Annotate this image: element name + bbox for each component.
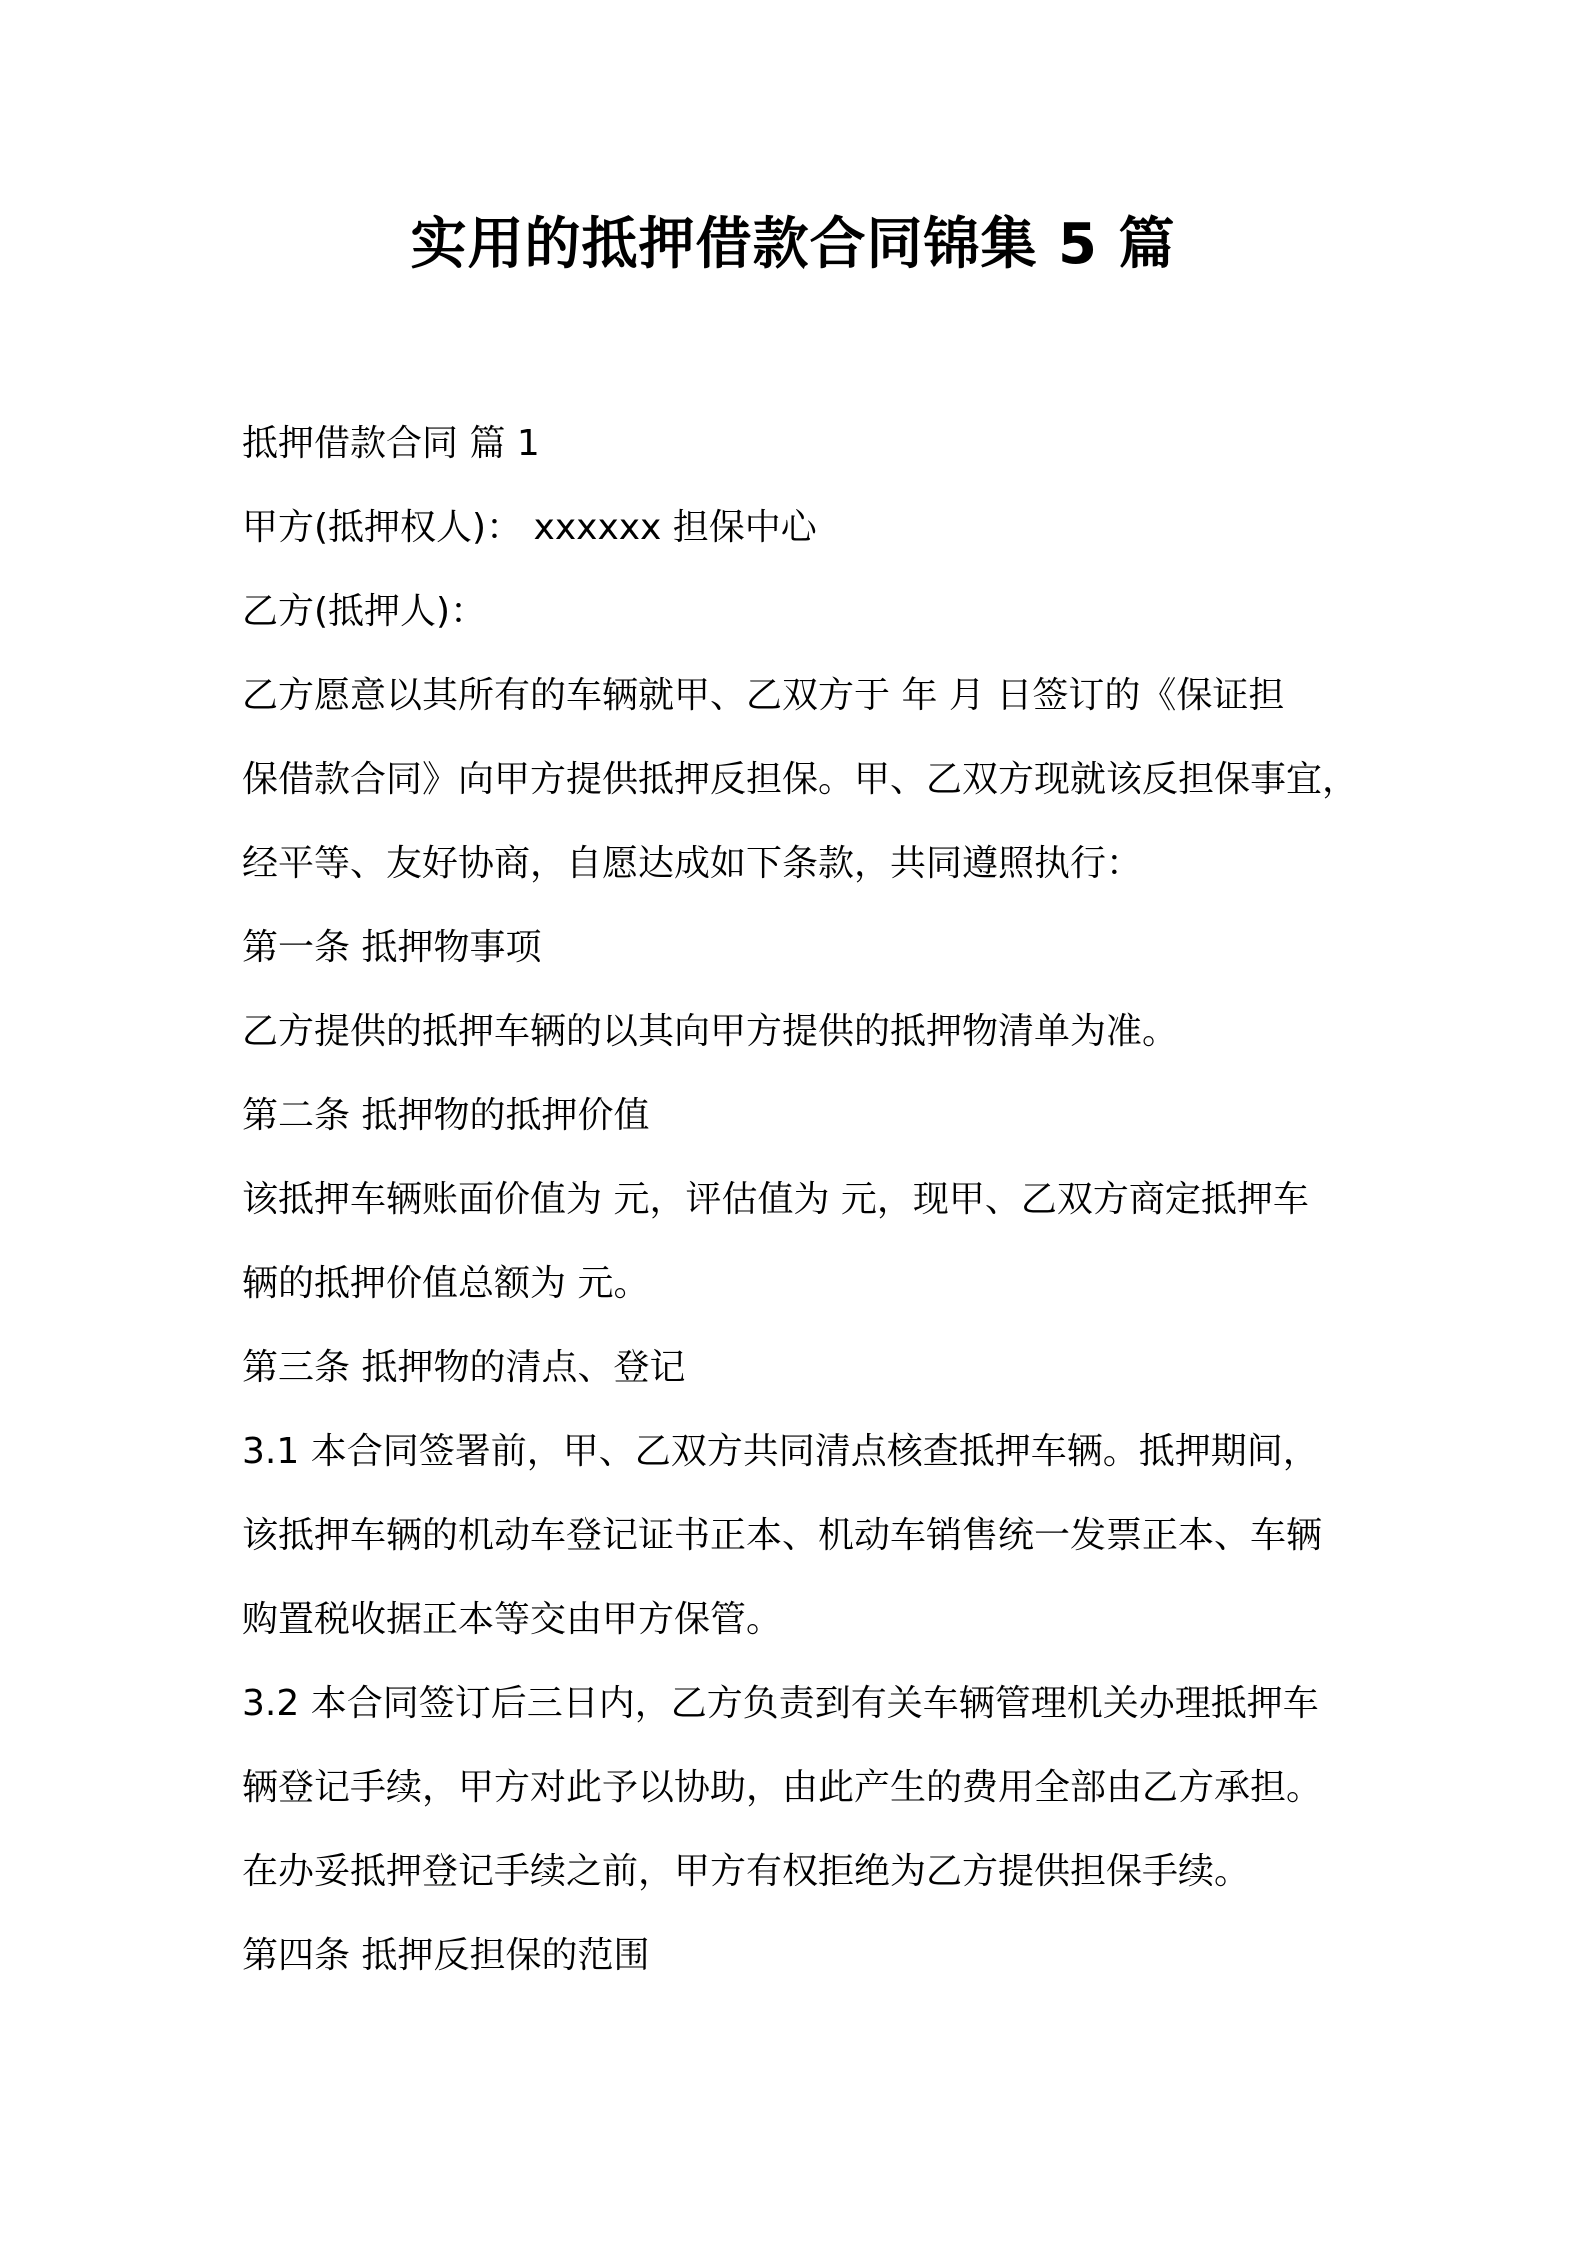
article-4-heading: 第四条 抵押反担保的范围 [242,1935,650,1976]
article-1-heading: 第一条 抵押物事项 [242,927,542,968]
paragraph-line: 辆登记手续，甲方对此予以协助，由此产生的费用全部由乙方承担。 [242,1767,1323,1808]
paragraph-line: 该抵押车辆的机动车登记证书正本、机动车销售统一发票正本、车辆 [242,1515,1323,1556]
paragraph-line: 该抵押车辆账面价值为 元，评估值为 元，现甲、乙双方商定抵押车 [242,1179,1309,1220]
paragraph-line: 3.2 本合同签订后三日内，乙方负责到有关车辆管理机关办理抵押车 [242,1683,1319,1724]
paragraph-line: 经平等、友好协商，自愿达成如下条款，共同遵照执行： [242,843,1143,884]
document-title: 实用的抵押借款合同锦集 5 篇 [410,212,1176,277]
paragraph-line: 在办妥抵押登记手续之前，甲方有权拒绝为乙方提供担保手续。 [242,1851,1251,1892]
article-2-heading: 第二条 抵押物的抵押价值 [242,1095,650,1136]
paragraph-line: 购置税收据正本等交由甲方保管。 [242,1599,783,1640]
document-body [242,402,1362,1998]
paragraph-line: 保借款合同》向甲方提供抵押反担保。甲、乙双方现就该反担保事宜， [242,759,1359,800]
party-b-line: 乙方(抵押人)： [242,591,487,632]
paragraph-line: 3.1 本合同签署前，甲、乙双方共同清点核查抵押车辆。抵押期间， [242,1431,1319,1472]
paragraph-line: 乙方愿意以其所有的车辆就甲、乙双方于 年 月 日签订的《保证担 [242,675,1285,716]
article-3-heading: 第三条 抵押物的清点、登记 [242,1347,686,1388]
paragraph-line: 辆的抵押价值总额为 元。 [242,1263,650,1304]
party-a-line: 甲方(抵押权人)： xxxxxx 担保中心 [242,507,817,548]
section-heading-part-1: 抵押借款合同 篇 1 [242,423,540,464]
paragraph-line: 乙方提供的抵押车辆的以其向甲方提供的抵押物清单为准。 [242,1011,1179,1052]
